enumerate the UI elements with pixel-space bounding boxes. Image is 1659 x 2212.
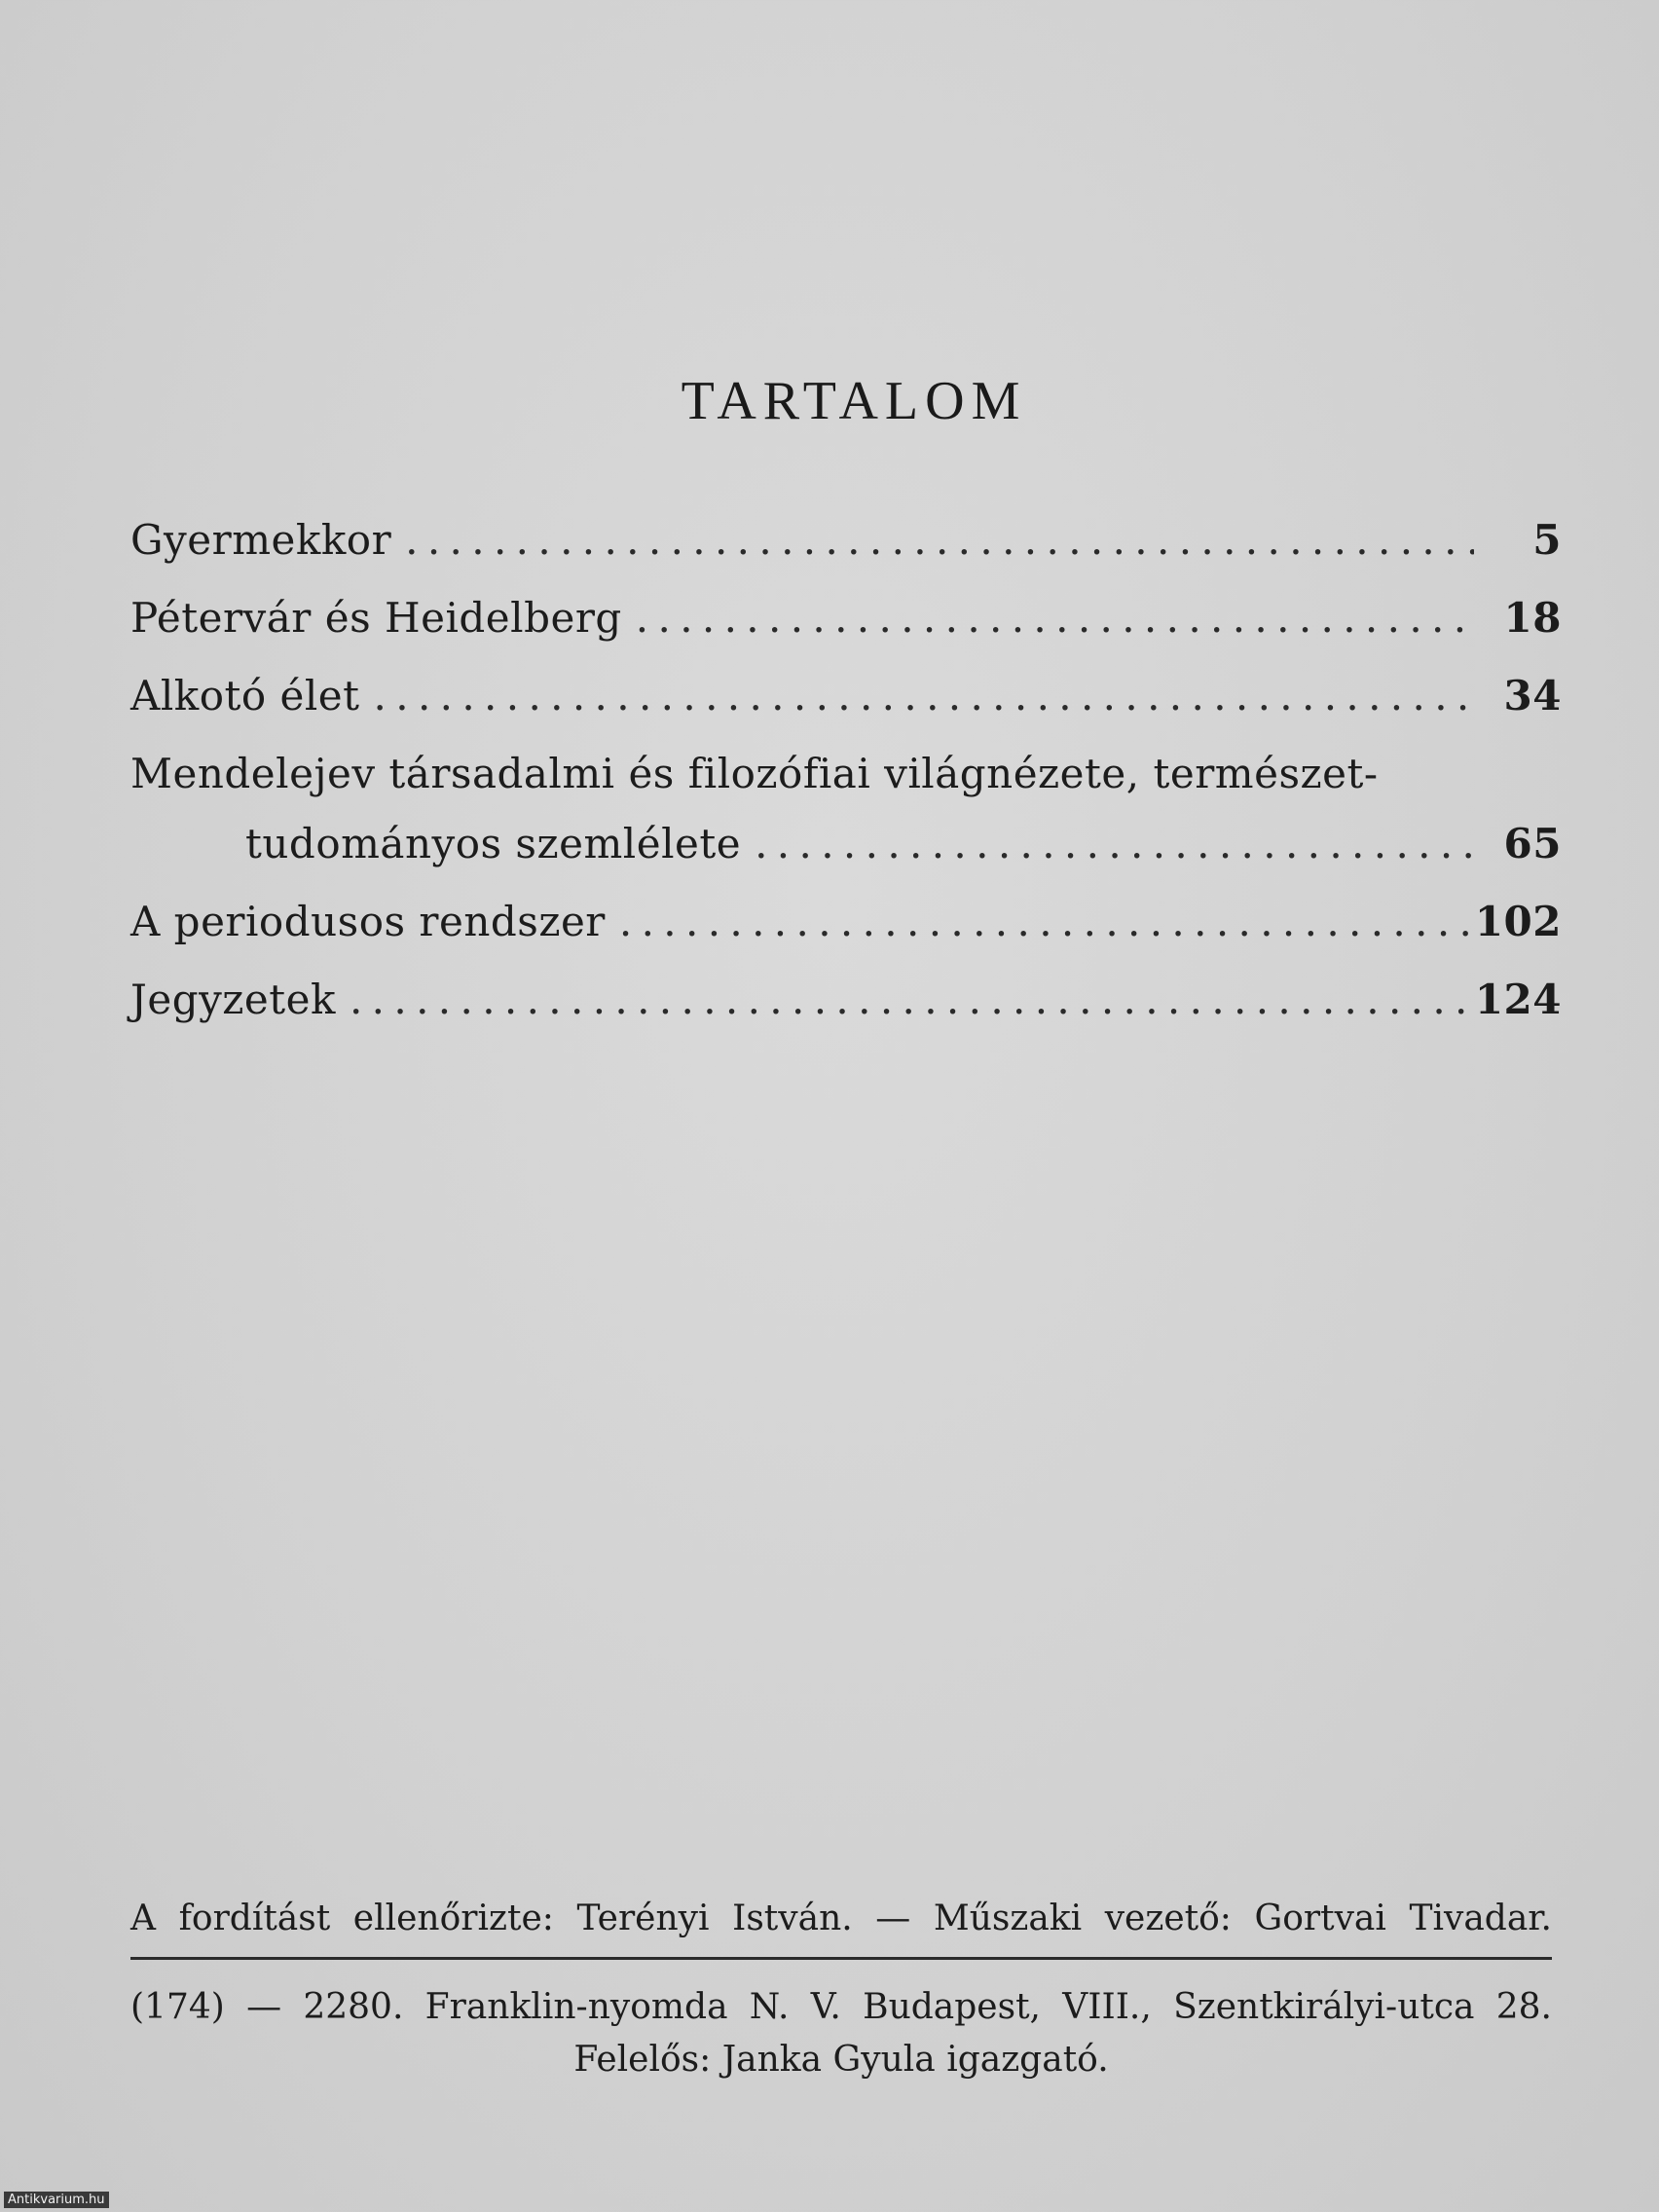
- watermark: Antikvarium.hu: [4, 2192, 109, 2208]
- toc-leader-dots: [374, 672, 1474, 719]
- toc-entry-title-continuation: tudományos szemlélete: [245, 820, 742, 867]
- toc-entry-page: 5: [1532, 516, 1562, 564]
- translation-credit: A fordítást ellenőrizte: Terényi István. — Műszaki vezető: Gortvai Tivadar.: [130, 1899, 1552, 1938]
- table-of-contents: [130, 516, 1562, 1053]
- toc-entry: [130, 672, 1562, 750]
- toc-entry: [130, 594, 1562, 672]
- toc-entry-page: 124: [1474, 976, 1562, 1023]
- toc-leader-dots: [350, 976, 1474, 1023]
- toc-entry-title: Jegyzetek: [130, 976, 336, 1023]
- toc-entry-title: Pétervár és Heidelberg: [130, 594, 622, 642]
- toc-entry: [130, 898, 1562, 976]
- toc-entry-page: 65: [1503, 820, 1562, 867]
- toc-entry-page: 18: [1503, 594, 1562, 642]
- toc-leader-dots: [619, 898, 1474, 945]
- toc-entry-title: Alkotó élet: [130, 672, 360, 719]
- toc-entry-continuation: [130, 820, 1562, 898]
- page-title: TARTALOM: [681, 371, 1027, 431]
- toc-leader-dots: [636, 594, 1474, 642]
- toc-entry-page: 102: [1474, 898, 1562, 945]
- toc-entry-title: A periodusos rendszer: [130, 898, 606, 945]
- toc-leader-dots: [405, 516, 1474, 564]
- printer-imprint: [130, 1981, 1552, 2086]
- toc-entry-title: Mendelejev társadalmi és filozófiai világnézete, természet-: [130, 750, 1379, 797]
- toc-entry: [130, 976, 1562, 1053]
- toc-entry-page: 34: [1503, 672, 1562, 719]
- imprint-line-printer: (174) — 2280. Franklin-nyomda N. V. Budapest, VIII., Szentkirályi-utca 28.: [130, 1987, 1552, 2027]
- imprint-line-responsible: Felelős: Janka Gyula igazgató.: [573, 2040, 1109, 2080]
- toc-entry-title: Gyermekkor: [130, 516, 392, 564]
- toc-entry: [130, 516, 1562, 594]
- footer-divider: [130, 1957, 1552, 1960]
- toc-leader-dots: [755, 820, 1474, 867]
- toc-entry: [130, 750, 1562, 820]
